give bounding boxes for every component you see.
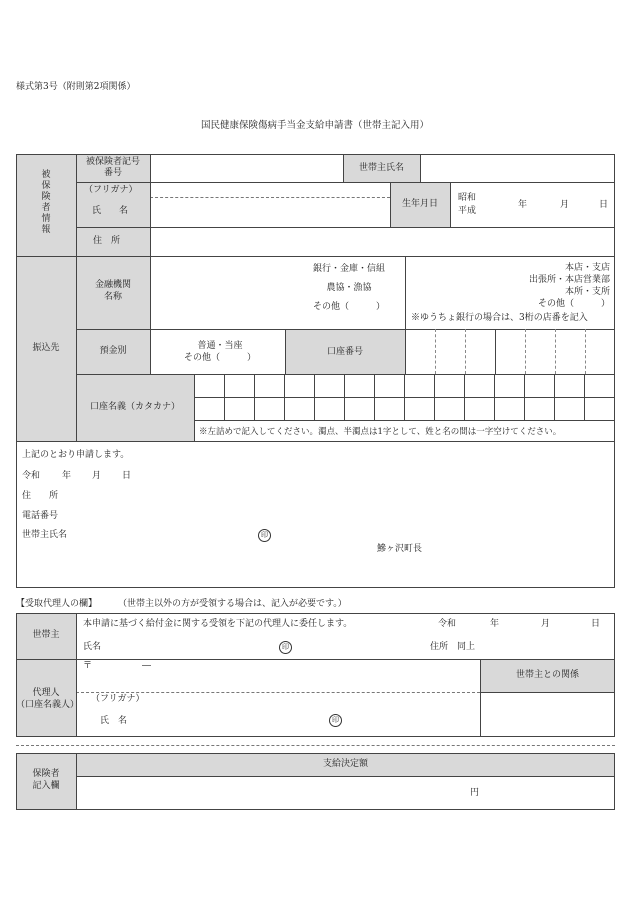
deposit-type-label: 預金別 <box>99 346 127 356</box>
application-statement: 上記のとおり申請します。 <box>22 450 130 460</box>
deposit-options-1: 普通・当座 <box>197 341 243 351</box>
yen-unit: 円 <box>470 788 480 798</box>
birth-year-unit: 年 <box>518 200 528 210</box>
proxy-head-label: 世帯主 <box>32 630 60 640</box>
application-phone-label: 電話番号 <box>22 511 59 521</box>
account-number-label: 口座番号 <box>326 347 363 357</box>
bank-types-2: 農協・漁協 <box>326 283 372 293</box>
branch-2: 出張所・本店営業部 <box>528 275 610 285</box>
relation-label: 世帯主との関係 <box>515 670 579 680</box>
kana-note: ※左詰めで記入してください。濁点、半濁点は1字として、姓と名の間は一字空けてください。 <box>199 427 562 437</box>
seal-icon: 印 <box>258 529 271 542</box>
furigana-label: （フリガナ） <box>84 185 138 195</box>
agent-address-field[interactable] <box>77 660 479 691</box>
account-name-kana-grid[interactable] <box>195 375 614 419</box>
birth-month-unit: 月 <box>560 200 570 210</box>
yucho-note: ※ゆうちょ銀行の場合は、3桁の店番を記入 <box>411 313 588 323</box>
delegation-text: 本申請に基づく給付金に関する受領を下記の代理人に委任します。 <box>83 619 353 629</box>
birthdate-label: 生年月日 <box>401 199 438 209</box>
bank-types-1: 銀行・金庫・信組 <box>312 264 385 274</box>
bank-types-3: その他（ ） <box>312 302 385 312</box>
addressee: 鰺ヶ沢町長 <box>377 544 423 554</box>
institution-label-2: 名称 <box>103 292 122 302</box>
proxy-year-unit: 年 <box>490 619 500 629</box>
relation-field[interactable] <box>481 693 614 736</box>
form-title: 国民健康保険傷病手当金支給申請書（世帯主記入用） <box>200 120 429 131</box>
account-number-field[interactable] <box>406 330 614 373</box>
branch-3: 本所・支所 <box>564 287 610 297</box>
branch-4: その他（ ） <box>537 299 610 309</box>
head-name-field[interactable] <box>421 155 614 181</box>
agent-name-field[interactable] <box>77 705 479 736</box>
proxy-day-unit: 日 <box>591 619 601 629</box>
birth-day-unit: 日 <box>599 200 609 210</box>
form-number: 様式第3号（附則第2項関係） <box>16 82 136 92</box>
application-address-label: 住 所 <box>22 491 59 501</box>
proxy-heading: 【受取代理人の欄】 <box>16 599 98 609</box>
application-day-unit: 日 <box>122 471 132 481</box>
insured-address-field[interactable] <box>151 228 614 255</box>
proxy-address-label: 住所 同上 <box>430 642 476 652</box>
head-name-label: 世帯主氏名 <box>358 163 404 173</box>
transfer-section-label: 振込先 <box>32 343 60 353</box>
era-heisei: 平成 <box>458 206 477 216</box>
insurer-label-2: 記入欄 <box>32 781 60 791</box>
decision-amount-label: 支給決定額 <box>322 759 368 769</box>
insured-number-label-2: 番号 <box>103 168 122 178</box>
insured-number-label: 被保険者記号 <box>85 157 140 167</box>
decision-amount-field[interactable] <box>77 777 614 809</box>
insured-address-label: 住 所 <box>93 236 121 246</box>
agent-seal-icon: 印 <box>329 714 342 727</box>
branch-1: 本店・支店 <box>564 263 610 273</box>
application-head-name-label: 世帯主氏名 <box>22 530 68 540</box>
proxy-month-unit: 月 <box>541 619 551 629</box>
proxy-reiwa: 令和 <box>438 619 457 629</box>
proxy-name-label: 氏名 <box>83 642 102 652</box>
agent-name-label: 氏 名 <box>100 716 128 726</box>
agent-label-2: （口座名義人） <box>16 700 80 710</box>
postal-dash: ― <box>142 661 151 671</box>
account-name-label: 口座名義（カタカナ） <box>89 402 180 412</box>
application-reiwa: 令和 <box>22 471 41 481</box>
proxy-heading-note: （世帯主以外の方が受領する場合は、記入が必要です。） <box>118 599 347 609</box>
agent-furigana-label: （フリガナ） <box>91 694 145 704</box>
proxy-seal-icon: 印 <box>279 641 292 654</box>
deposit-options-2: その他（ ） <box>183 353 256 363</box>
era-showa: 昭和 <box>458 193 477 203</box>
insured-section-label: 被保険者情報 <box>41 170 51 235</box>
institution-label: 金融機関 <box>94 280 131 290</box>
application-year-unit: 年 <box>62 471 72 481</box>
postal-mark: 〒 <box>83 661 93 671</box>
insured-name-field[interactable] <box>151 198 389 226</box>
insured-name-label: 氏 名 <box>92 206 129 216</box>
application-month-unit: 月 <box>92 471 102 481</box>
agent-label: 代理人 <box>32 688 60 698</box>
insured-number-field[interactable] <box>151 155 342 181</box>
insurer-label: 保険者 <box>32 769 60 779</box>
